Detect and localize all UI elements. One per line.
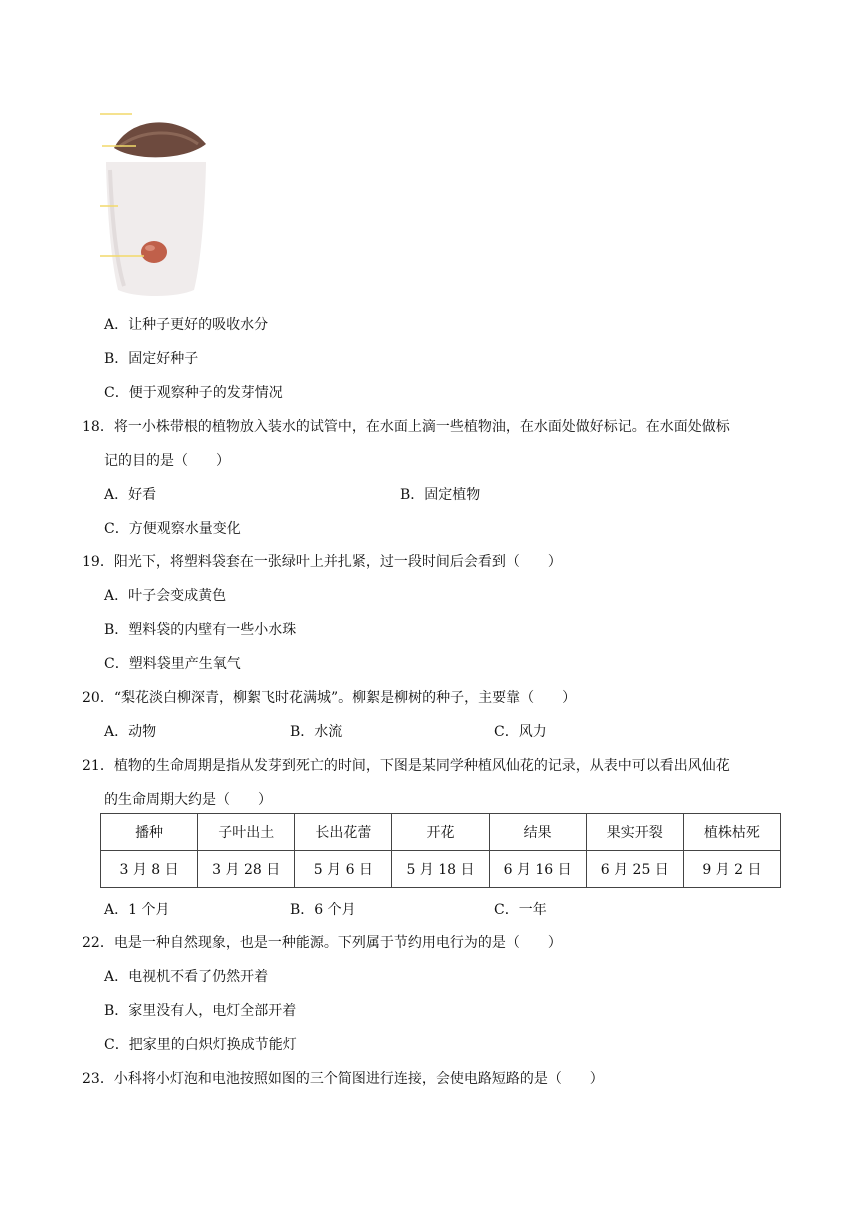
table-header-cell: 子叶出土 [198,814,295,851]
table-row [101,851,781,888]
table-cell: 6 月 16 日 [489,851,586,888]
table-header-row [101,814,781,851]
q22-option-c: C．把家里的白炽灯换成节能灯 [104,1037,297,1053]
q21-option-b: B．6 个月 [290,902,356,918]
q18-option-b: B．固定植物 [400,487,481,503]
q18-option-a: A．好看 [104,487,157,503]
q20-option-b: B．水流 [290,724,343,740]
q22-option-a: A．电视机不看了仍然开着 [104,969,269,985]
seed-germination-figure [96,100,216,300]
table-cell: 5 月 6 日 [295,851,392,888]
q18-stem-line2: 记的目的是（ ） [104,453,230,469]
q20-option-a: A．动物 [104,724,157,740]
table-cell: 3 月 8 日 [101,851,198,888]
q20-stem: 20．“梨花淡白柳深青，柳絮飞时花满城”。柳絮是柳树的种子，主要靠（ ） [82,690,577,706]
q19-option-b: B．塑料袋的内壁有一些小水珠 [104,622,297,638]
table-header-cell: 果实开裂 [586,814,683,851]
table-header-cell: 长出花蕾 [295,814,392,851]
q23-stem: 23．小科将小灯泡和电池按照如图的三个简图进行连接，会使电路短路的是（ ） [82,1071,604,1087]
q21-stem-line1: 21．植物的生命周期是指从发芽到死亡的时间，下图是某同学种植风仙花的记录，从表中可以看出风仙花 [82,758,730,774]
q18-stem-line1: 18．将一小株带根的植物放入装水的试管中，在水面上滴一些植物油，在水面处做好标记。在水面处做标 [82,419,730,435]
table-cell: 5 月 18 日 [392,851,489,888]
q17-option-a: A．让种子更好的吸收水分 [104,317,269,333]
q21-stem-line2: 的生命周期大约是（ ） [104,792,272,808]
q22-stem: 22．电是一种自然现象，也是一种能源。下列属于节约用电行为的是（ ） [82,935,562,951]
q19-option-c: C．塑料袋里产生氧气 [104,656,241,672]
q18-option-c: C．方便观察水量变化 [104,521,241,537]
table-cell: 9 月 2 日 [683,851,780,888]
table-header-cell: 植株枯死 [683,814,780,851]
q19-stem: 19．阳光下，将塑料袋套在一张绿叶上并扎紧，过一段时间后会看到（ ） [82,554,562,570]
q17-option-b: B．固定好种子 [104,351,199,367]
table-cell: 3 月 28 日 [198,851,295,888]
table-cell: 6 月 25 日 [586,851,683,888]
table-header-cell: 播种 [101,814,198,851]
q21-option-c: C．一年 [494,902,547,918]
growth-record-table [100,813,781,888]
q20-option-c: C．风力 [494,724,547,740]
table-header-cell: 结果 [489,814,586,851]
q17-option-c: C．便于观察种子的发芽情况 [104,385,283,401]
q21-option-a: A．1 个月 [104,902,170,918]
q19-option-a: A．叶子会变成黄色 [104,588,227,604]
table-header-cell: 开花 [392,814,489,851]
q22-option-b: B．家里没有人，电灯全部开着 [104,1003,297,1019]
